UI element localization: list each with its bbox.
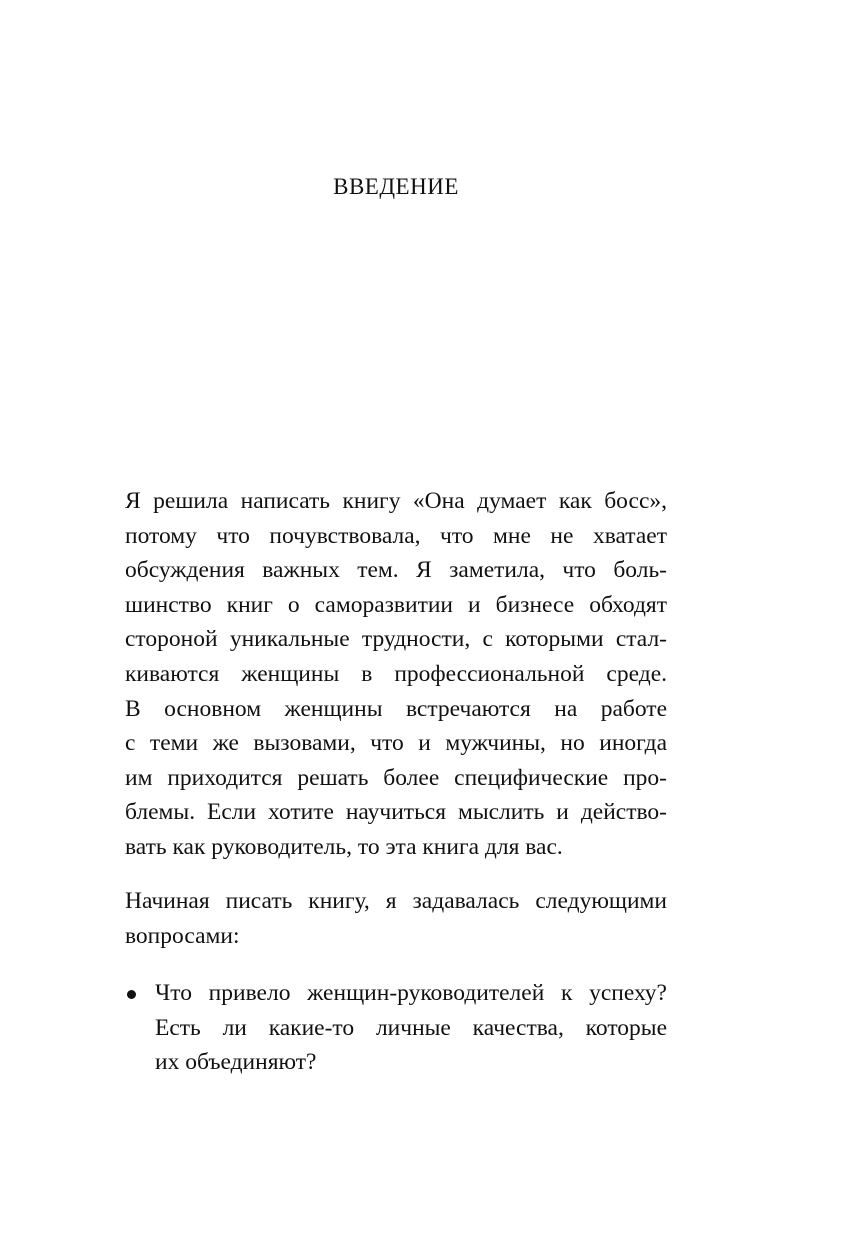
paragraph-line: стороной уникальные трудности, с которыми стал-: [125, 626, 667, 653]
paragraph-line: потому что почувствовала, что мне не хватает: [125, 522, 667, 549]
bullet-dot-icon: [127, 990, 136, 999]
bullet-text: [155, 976, 667, 1080]
paragraph-line: шинство книг о саморазвитии и бизнесе обходят: [125, 591, 667, 618]
paragraph-line: В основном женщины встречаются на работе: [125, 695, 667, 722]
bullet-line: Что привело женщин-руководителей к успеху?: [155, 980, 667, 1006]
paragraph-line: блемы. Если хотите научиться мыслить и действо-: [125, 799, 667, 826]
intro-paragraph: [125, 484, 667, 865]
paragraph-line: обсуждения важных тем. Я заметила, что боль-: [125, 557, 667, 584]
paragraph-line: вопросами:: [125, 922, 240, 949]
paragraph-line: Начиная писать книгу, я задавалась следующими: [125, 888, 667, 914]
paragraph-line: Я решила написать книгу «Она думает как босс»,: [125, 488, 667, 514]
bullet-line: Есть ли какие-то личные качества, которые: [155, 1014, 667, 1041]
paragraph-line: им приходится решать более специфические про-: [125, 764, 667, 791]
paragraph-line: киваются женщины в профессиональной среде.: [125, 660, 667, 687]
chapter-title: ВВЕДЕНИЕ: [333, 174, 459, 199]
bullet-line: их объединяют?: [155, 1049, 317, 1076]
questions-intro-paragraph: [125, 884, 667, 953]
paragraph-line: с теми же вызовами, что и мужчины, но иногда: [125, 730, 667, 757]
paragraph-line: вать как руководитель, то эта книга для вас.: [125, 833, 563, 860]
